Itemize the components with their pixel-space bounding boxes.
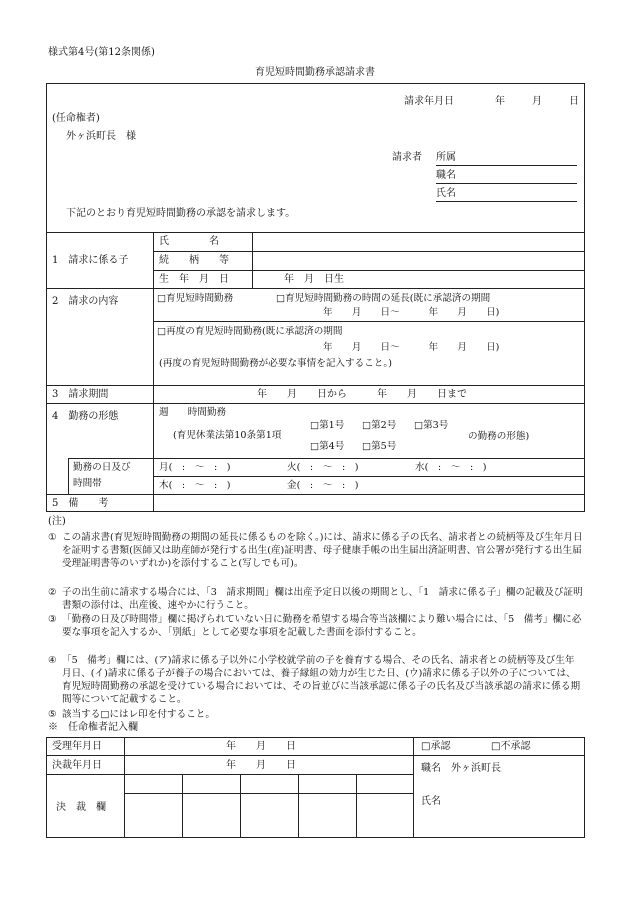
work-days-label-1: 勤務の日及び xyxy=(73,462,131,473)
decision-column-label: 決 裁 欄 xyxy=(56,802,106,813)
note-1: ① この請求書(育児短時間勤務の期間の延長に係るものを除く。)には、請求に係る子の氏名、請求者との続柄等及び生年月日を証明する書類(医師又は助産師が発行する出生(産)証明書、母子健康手帳の出生届出済証明書、官公署が発行する出生届受理証明書等のいずれか)を添付すること(写しでも可)。 xyxy=(48,532,583,569)
option-extension: □育児短時間勤務の時間の延長(既に承認済の期間 xyxy=(276,293,491,304)
received-date-value: 年 月 日 xyxy=(226,741,296,752)
child-relation-label: 続 柄 等 xyxy=(159,255,229,266)
sec3-label: 3 請求期間 xyxy=(52,389,109,400)
work-days-label-2: 時間帯 xyxy=(73,478,102,489)
child-birth-value: 年 月 日生 xyxy=(284,274,344,285)
extension-period: 年 月 日〜 年 月 日) xyxy=(323,307,500,318)
decided-date-label: 決裁年月日 xyxy=(52,760,102,771)
friday-hours: 金( : 〜 : ) xyxy=(287,480,359,491)
reject-checkbox: □不承認 xyxy=(491,741,531,752)
work-form-suffix: の勤務の形態) xyxy=(468,431,530,442)
form-number: 様式第4号(第12条関係) xyxy=(48,47,155,58)
note-5: ⑤ 該当する□にはレ印を付すること。 xyxy=(48,709,215,720)
law-reference: (育児休業法第10条第1項 xyxy=(173,430,282,441)
note-3: ③ 「勤務の日及び時間帯」欄に掲げられていない日に勤務を希望する場合等当該欄により難い場合には、「5 備考」欄に必要な事項を記入するか、「別紙」として必要な事項を記載した書面を添付すること。 xyxy=(48,614,582,638)
position-line xyxy=(436,183,577,184)
item-1: □第1号 xyxy=(310,420,345,431)
weekly-hours: 週 時間勤務 xyxy=(159,407,227,418)
sec1-label: 1 請求に係る子 xyxy=(52,255,129,266)
item-2: □第2号 xyxy=(362,420,397,431)
request-month: 月 xyxy=(532,96,542,107)
child-name-label: 氏 名 xyxy=(159,236,219,247)
request-year: 年 xyxy=(495,96,505,107)
authority-position: 職名 外ヶ浜町長 xyxy=(421,763,501,774)
notes-heading: (注) xyxy=(48,516,66,527)
addressee: 外ヶ浜町長 様 xyxy=(66,131,136,142)
form-title: 育児短時間勤務承認請求書 xyxy=(255,67,375,78)
affiliation-label: 所属 xyxy=(436,152,456,163)
thursday-hours: 木( : 〜 : ) xyxy=(159,480,231,491)
item-3: □第3号 xyxy=(414,420,449,431)
child-birth-label: 生 年 月 日 xyxy=(159,274,229,285)
name-label: 氏名 xyxy=(436,188,456,199)
again-reason-note: (再度の育児短時間勤務が必要な事情を記入すること。) xyxy=(159,358,392,369)
item-4: □第4号 xyxy=(310,441,345,452)
request-date-label: 請求年月日 xyxy=(404,96,454,107)
wednesday-hours: 水( : 〜 : ) xyxy=(415,462,487,473)
affiliation-line xyxy=(436,165,577,166)
request-statement: 下記のとおり育児短時間勤務の承認を請求します。 xyxy=(66,208,296,219)
position-label: 職名 xyxy=(436,170,456,181)
sec2-label: 2 請求の内容 xyxy=(52,296,119,307)
received-date-label: 受理年月日 xyxy=(52,741,102,752)
option-again: □再度の育児短時間勤務(既に承認済の期間 xyxy=(157,326,343,337)
sec5-label: 5 備 考 xyxy=(52,498,109,509)
authority-heading: ※ 任命権者記入欄 xyxy=(48,722,138,733)
name-line xyxy=(436,201,577,202)
authority-label: (任命権者) xyxy=(52,113,100,124)
option-short-time: □育児短時間勤務 xyxy=(157,293,234,304)
item-5: □第5号 xyxy=(362,441,397,452)
decided-date-value: 年 月 日 xyxy=(226,760,296,771)
request-period: 年 月 日から 年 月 日まで xyxy=(257,389,467,400)
request-day: 日 xyxy=(569,96,579,107)
authority-name-label: 氏名 xyxy=(421,796,441,807)
note-2: ② 子の出生前に請求する場合には、「3 請求期間」欄は出産予定日以後の期間とし、「1 請求に係る子」欄の記載及び証明書類の添付は、出産後、速やかに行うこと。 xyxy=(48,587,583,611)
sec4-label: 4 勤務の形態 xyxy=(52,411,119,422)
monday-hours: 月( : 〜 : ) xyxy=(159,462,231,473)
requester-label: 請求者 xyxy=(392,152,422,163)
again-period: 年 月 日〜 年 月 日) xyxy=(323,342,500,353)
note-4: ④ 「5 備考」欄には、(ア)請求に係る子以外に小学校就学前の子を養育する場合、その氏名、請求者との続柄等及び生年月日、(イ)請求に係る子が養子の場合においては、養子縁組の効力が生じた日、(ウ)請求に係る子以外の子については、育児短時間勤務の承認を受けている場合においては、その旨並びに当該承認に係る子の氏名及び当該承認の請求に係る期間等について記載すること。 xyxy=(48,655,581,705)
approve-checkbox: □承認 xyxy=(421,741,451,752)
tuesday-hours: 火( : 〜 : ) xyxy=(287,462,359,473)
